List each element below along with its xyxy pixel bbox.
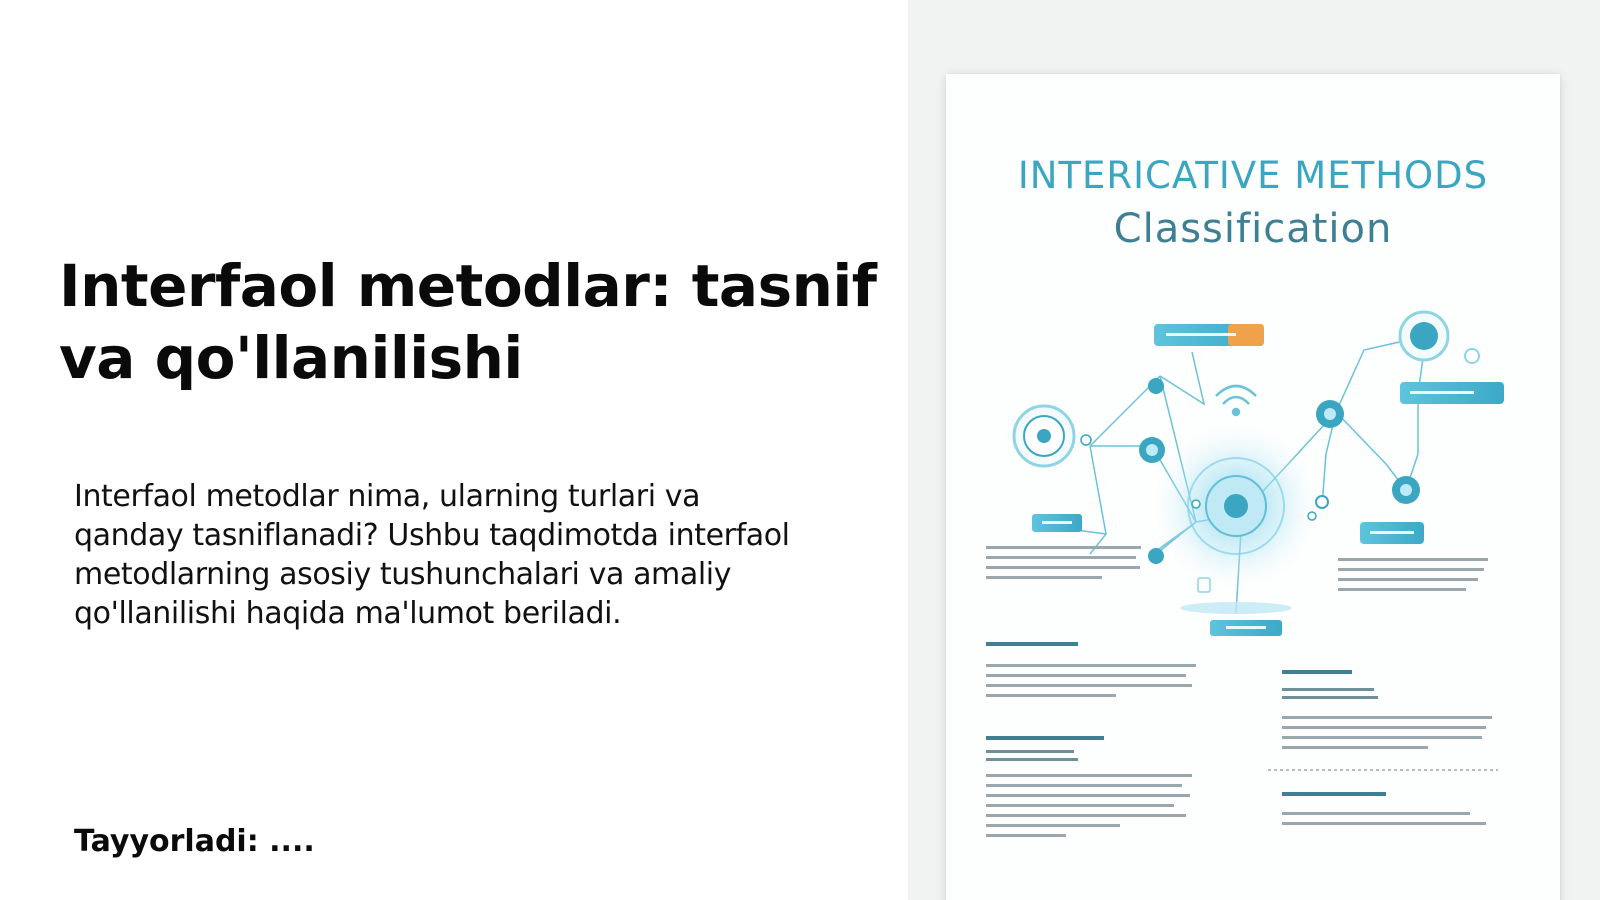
- wifi-icon: [1216, 386, 1256, 415]
- node: [1148, 378, 1164, 394]
- network-diagram-illustration: [946, 74, 1560, 900]
- tag-left: [1032, 514, 1082, 532]
- author-line: Tayyorladi: ....: [74, 824, 315, 859]
- node: [1316, 496, 1328, 508]
- slide-title: Interfaol metodlar: tasnif va qo'llanilishi: [59, 252, 877, 392]
- left-circle-icon: [1014, 406, 1074, 466]
- tag-right: [1400, 382, 1504, 404]
- tag-bottom-right: [1360, 522, 1424, 544]
- node: [1148, 548, 1164, 564]
- section-right-2: [1282, 792, 1486, 825]
- slide-description: Interfaol metodlar nima, ularning turlari va qanday tasniflanadi? Ushbu taqdimotda interfaol metodlarning asosiy tushunchalari va amaliy qo'llanilishi haqida ma'lumot beriladi.: [74, 479, 790, 631]
- text-block-right-upper: [1338, 558, 1488, 591]
- poster-image: [946, 74, 1560, 900]
- poster-subtitle: Classification: [1113, 206, 1393, 252]
- tag-top: [1154, 324, 1264, 346]
- section-left-2: [986, 736, 1192, 837]
- right-pane: [908, 0, 1600, 900]
- tag-bottom: [1210, 620, 1282, 636]
- section-right-1: [1268, 670, 1498, 770]
- top-right-circle-icon: [1400, 312, 1479, 363]
- text-block-left-upper: [986, 546, 1141, 579]
- section-left-1: [986, 642, 1196, 697]
- poster-title: INTERICATIVE METHODS: [1017, 154, 1489, 197]
